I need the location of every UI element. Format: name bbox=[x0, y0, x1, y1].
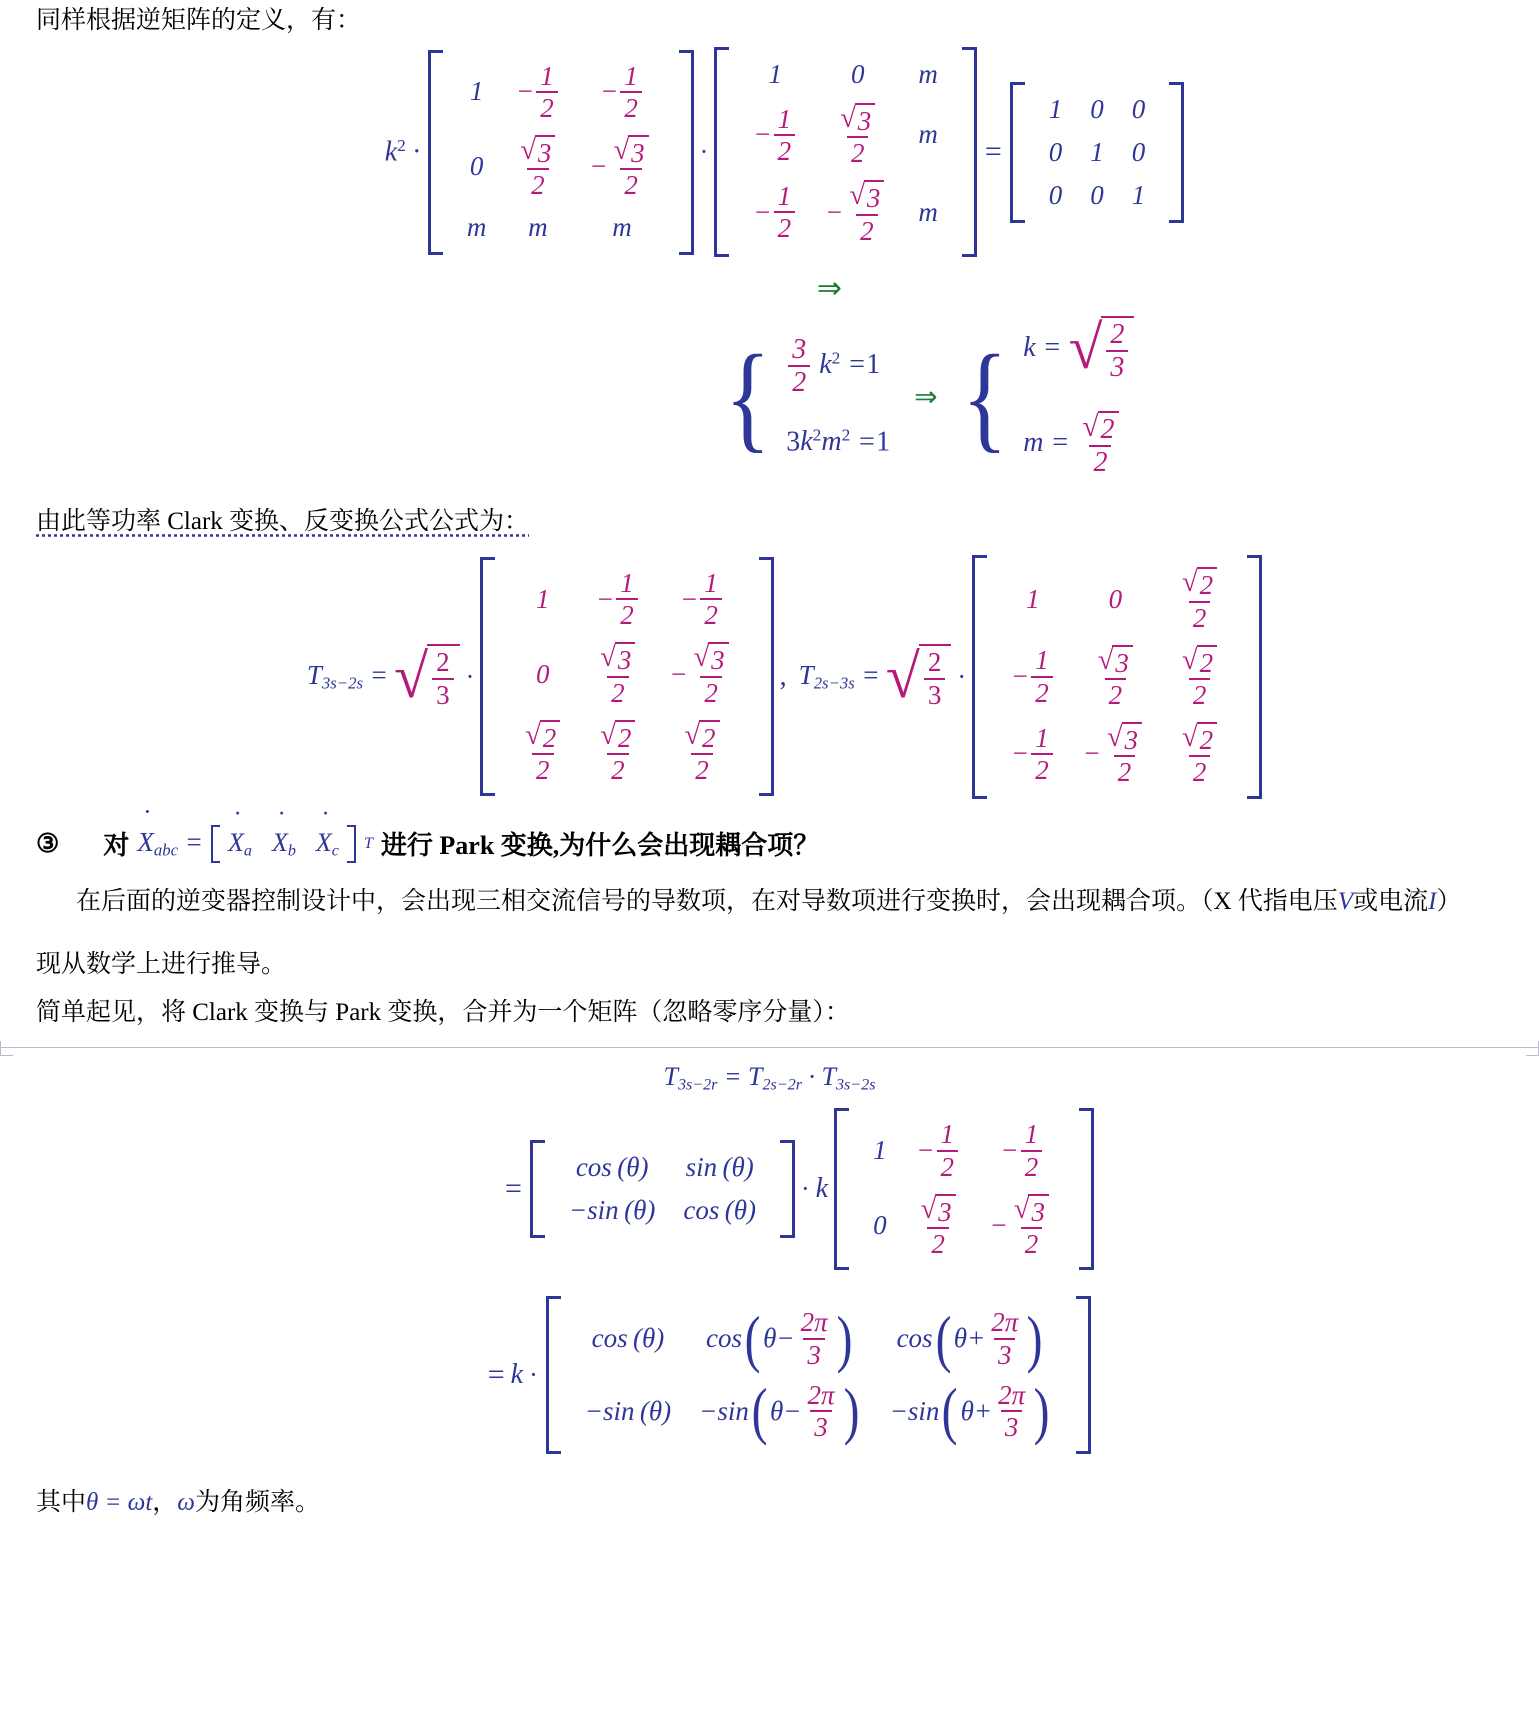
multiply-dot: · bbox=[465, 661, 475, 691]
system-line-2: $3k^2m^2 =1$ bbox=[786, 425, 891, 458]
question-text-a: 对 bbox=[103, 831, 130, 861]
cell: 0 bbox=[536, 658, 550, 689]
cell: √ 3 2 bbox=[580, 636, 655, 713]
bracket-right bbox=[780, 1140, 795, 1238]
cell: − $\frac{1}{2}$ bbox=[500, 56, 575, 129]
cell: m bbox=[918, 59, 938, 90]
cell: √ 2 2 bbox=[580, 713, 655, 790]
matrix-a-grid bbox=[443, 50, 679, 255]
system-lines bbox=[776, 335, 896, 458]
bracket-left bbox=[546, 1296, 561, 1453]
system-results bbox=[1013, 316, 1140, 478]
cell: sin ( θ ) bbox=[685, 1152, 754, 1183]
cell: 1 bbox=[469, 76, 484, 107]
implies-arrow-1: ⇒ bbox=[816, 271, 843, 305]
label-t2s3s: T2s−3s = bbox=[798, 659, 880, 693]
cell: √ 2 2 bbox=[1162, 638, 1237, 715]
cell: 1 bbox=[1048, 93, 1063, 124]
bracket-left bbox=[972, 555, 987, 799]
bracket-right bbox=[759, 557, 774, 796]
cell: 0 bbox=[1048, 136, 1063, 167]
comma-separator: , bbox=[779, 660, 787, 692]
equation-park-step1 bbox=[0, 1108, 1539, 1270]
bracket-right bbox=[962, 47, 977, 257]
cell: m bbox=[612, 211, 632, 242]
bracket-left bbox=[1010, 82, 1025, 223]
scalar-k: k bbox=[815, 1173, 829, 1205]
cell: √ 2 2 bbox=[1162, 561, 1237, 638]
bracket-right bbox=[1079, 1108, 1094, 1270]
matrix-clark-2x3 bbox=[834, 1108, 1094, 1270]
cell: − $\frac{1}{2}$ bbox=[575, 56, 668, 129]
bracket-left bbox=[530, 1140, 545, 1238]
answer-text-a: 在后面的逆变器控制设计中，会出现三相交流信号的导数项，在对导数项进行变换时，会出现耦合项。（X 代指电压 bbox=[76, 888, 1338, 916]
cell: 1 bbox=[768, 59, 782, 90]
cell: −sin ( θ + $\frac{2\pi}{3}$ ) bbox=[889, 1375, 1050, 1447]
question-3-heading bbox=[0, 825, 1539, 864]
cell: − $\frac{1}{2}$ bbox=[580, 563, 655, 636]
cell: cos ( θ ) bbox=[591, 1323, 665, 1354]
cell: − $\frac{1}{2}$ bbox=[901, 1114, 976, 1187]
equals-sign: = bbox=[505, 1172, 522, 1206]
transpose-symbol: T bbox=[363, 834, 373, 852]
cell: √ 3 2 bbox=[500, 128, 575, 205]
cell: cos ( θ ) bbox=[575, 1152, 649, 1183]
cell: − $\frac{1}{2}$ bbox=[976, 1114, 1069, 1187]
multiply-dot: · bbox=[699, 137, 709, 167]
symbol-V: V bbox=[1337, 888, 1354, 916]
theta-equation: θ = ωt bbox=[86, 1488, 153, 1516]
bracket-right bbox=[1169, 82, 1184, 223]
multiply-dot: · bbox=[801, 1174, 810, 1204]
equals-sign: = bbox=[984, 135, 1002, 169]
cell: − $\frac{1}{2}$ bbox=[739, 174, 811, 251]
matrix-t2s3s-grid bbox=[987, 555, 1247, 799]
bracket-left bbox=[834, 1108, 849, 1270]
cell: 1 bbox=[1090, 136, 1104, 167]
equation-inverse-definition bbox=[0, 47, 1539, 257]
matrix-clark-2x3-grid bbox=[849, 1108, 1079, 1270]
cell: − $\frac{1}{2}$ bbox=[739, 96, 811, 173]
cell: 0 bbox=[873, 1210, 887, 1241]
cell: −sin ( θ ) bbox=[568, 1195, 656, 1226]
component-xa: X ˙a bbox=[228, 828, 252, 861]
derive-line: 现从数学上进行推导。 bbox=[36, 951, 287, 979]
bracket-left bbox=[428, 50, 443, 255]
cell: − √ 3 2 bbox=[811, 174, 904, 251]
cell: 0 bbox=[1131, 93, 1146, 124]
clark-intro-paragraph: 由此等功率 Clark 变换、反变换公式公式为： bbox=[36, 508, 530, 536]
simplify-line: 简单起见，将 Clark 变换与 Park 变换，合并为一个矩阵（忽略零序分量）： bbox=[36, 998, 850, 1026]
cell: √ 3 2 bbox=[901, 1187, 976, 1264]
theta-definition-line bbox=[0, 1482, 1539, 1523]
equals-sign: = bbox=[487, 1358, 505, 1392]
symbol-I: I bbox=[1428, 888, 1437, 916]
cell: m bbox=[528, 211, 548, 242]
matrix-identity-grid bbox=[1025, 82, 1170, 223]
matrix-t3s2s bbox=[480, 557, 773, 796]
x-components-bracket bbox=[211, 825, 356, 864]
left-brace-2: { bbox=[961, 329, 1008, 463]
matrix-t2s3s bbox=[972, 555, 1262, 799]
bracket-right bbox=[1247, 555, 1262, 799]
result-m: m = √ 2 2 bbox=[1023, 411, 1134, 478]
implies-arrow-2: ⇒ bbox=[914, 381, 938, 413]
system-line-1: $\frac{3}{2}$ $k^2 =1$ bbox=[786, 335, 890, 398]
answer-text-end: ） bbox=[1436, 888, 1462, 916]
scalar-k-result: k bbox=[510, 1359, 524, 1391]
cell: 0 bbox=[1131, 136, 1146, 167]
component-xb: X ˙b bbox=[272, 828, 296, 861]
final-text-a: 其中 bbox=[36, 1488, 87, 1516]
multiply-dot: · bbox=[529, 1360, 538, 1390]
bracket-left bbox=[480, 557, 495, 796]
omega-symbol: ω bbox=[177, 1488, 195, 1516]
matrix-park-result-grid bbox=[561, 1296, 1076, 1453]
cell: √ 3 2 bbox=[1069, 638, 1162, 715]
matrix-rotation-grid bbox=[545, 1140, 780, 1238]
scalar-sqrt-2-3-b: √ $\frac{2}{3}$ bbox=[886, 644, 952, 709]
equation-park-result bbox=[0, 1296, 1539, 1453]
intro-paragraph: 同样根据逆矩阵的定义，有： bbox=[36, 7, 362, 34]
cell: − $\frac{1}{2}$ bbox=[997, 638, 1069, 715]
question-number: ③ bbox=[36, 828, 60, 858]
cell: 0 bbox=[1108, 583, 1123, 614]
matrix-b bbox=[714, 47, 977, 257]
scalar-sqrt-2-3-a: √ $\frac{2}{3}$ bbox=[394, 644, 460, 709]
cell: − $\frac{1}{2}$ bbox=[997, 715, 1069, 792]
cell: − √ 3 2 bbox=[976, 1187, 1069, 1264]
cell: 1 bbox=[536, 583, 550, 614]
cell: m bbox=[466, 211, 487, 242]
cell: − √ 3 2 bbox=[1069, 715, 1162, 792]
label-t3s2s: T3s−2s = bbox=[306, 659, 388, 693]
equation-clark-transforms bbox=[0, 555, 1539, 799]
matrix-park-result bbox=[546, 1296, 1091, 1453]
matrix-a bbox=[428, 50, 694, 255]
scalar-k-squared: $k^2$ · bbox=[384, 135, 420, 168]
left-brace: { bbox=[724, 329, 771, 463]
bracket-left bbox=[211, 825, 220, 864]
component-xc: X ˙c bbox=[316, 828, 339, 861]
cell: √ 3 2 bbox=[811, 96, 904, 173]
cell: 0 bbox=[850, 59, 865, 90]
x-components bbox=[220, 825, 347, 864]
result-k: k = √ $\frac{2}{3}$ bbox=[1023, 316, 1134, 383]
cell: − √ 3 2 bbox=[575, 128, 668, 205]
cell: m bbox=[918, 196, 938, 227]
cell: 1 bbox=[873, 1135, 887, 1166]
answer-text-mid: 或电流 bbox=[1353, 888, 1429, 916]
cell: cos ( θ ) bbox=[683, 1195, 756, 1226]
bracket-right bbox=[347, 825, 356, 864]
matrix-b-grid bbox=[729, 47, 962, 257]
equation-system bbox=[0, 316, 1539, 478]
cell: 0 bbox=[1048, 179, 1063, 210]
cell: 1 bbox=[1131, 179, 1146, 210]
cell: − $\frac{1}{2}$ bbox=[655, 563, 748, 636]
bracket-right bbox=[1076, 1296, 1091, 1453]
system-left bbox=[719, 329, 897, 463]
park-definition: T3s−2r = T2s−2r · T3s−2s bbox=[663, 1061, 876, 1094]
cell: √ 2 2 bbox=[505, 713, 580, 790]
matrix-rotation bbox=[530, 1140, 795, 1238]
cell: √ 2 2 bbox=[655, 713, 748, 790]
final-text-c: 为角频率。 bbox=[194, 1488, 320, 1516]
bracket-left bbox=[714, 47, 729, 257]
question-text-b: 进行 Park 变换,为什么会出现耦合项？ bbox=[380, 831, 820, 861]
cell: cos ( θ + $\frac{2\pi}{3}$ ) bbox=[896, 1302, 1043, 1374]
x-abc-symbol: X ˙abc = bbox=[137, 827, 203, 861]
answer-paragraph bbox=[0, 881, 1539, 922]
matrix-t3s2s-grid bbox=[495, 557, 758, 796]
cell: 0 bbox=[1090, 179, 1104, 210]
multiply-dot: · bbox=[957, 661, 966, 691]
cell: m bbox=[918, 119, 938, 150]
final-text-b: ， bbox=[152, 1488, 178, 1516]
cell: − √ 3 2 bbox=[655, 636, 748, 713]
cell: 0 bbox=[1090, 93, 1104, 124]
cell: 1 bbox=[1026, 583, 1040, 614]
cell: −sin ( θ − $\frac{2\pi}{3}$ ) bbox=[699, 1375, 860, 1447]
cell: −sin ( θ ) bbox=[584, 1395, 672, 1426]
cell: 0 bbox=[469, 151, 484, 182]
bracket-right bbox=[679, 50, 694, 255]
cell: √ 2 2 bbox=[1162, 715, 1237, 792]
cell: cos ( θ − $\frac{2\pi}{3}$ ) bbox=[706, 1302, 853, 1374]
matrix-identity bbox=[1010, 82, 1185, 223]
page-break-ruler bbox=[0, 1047, 1539, 1048]
system-right bbox=[956, 316, 1141, 478]
